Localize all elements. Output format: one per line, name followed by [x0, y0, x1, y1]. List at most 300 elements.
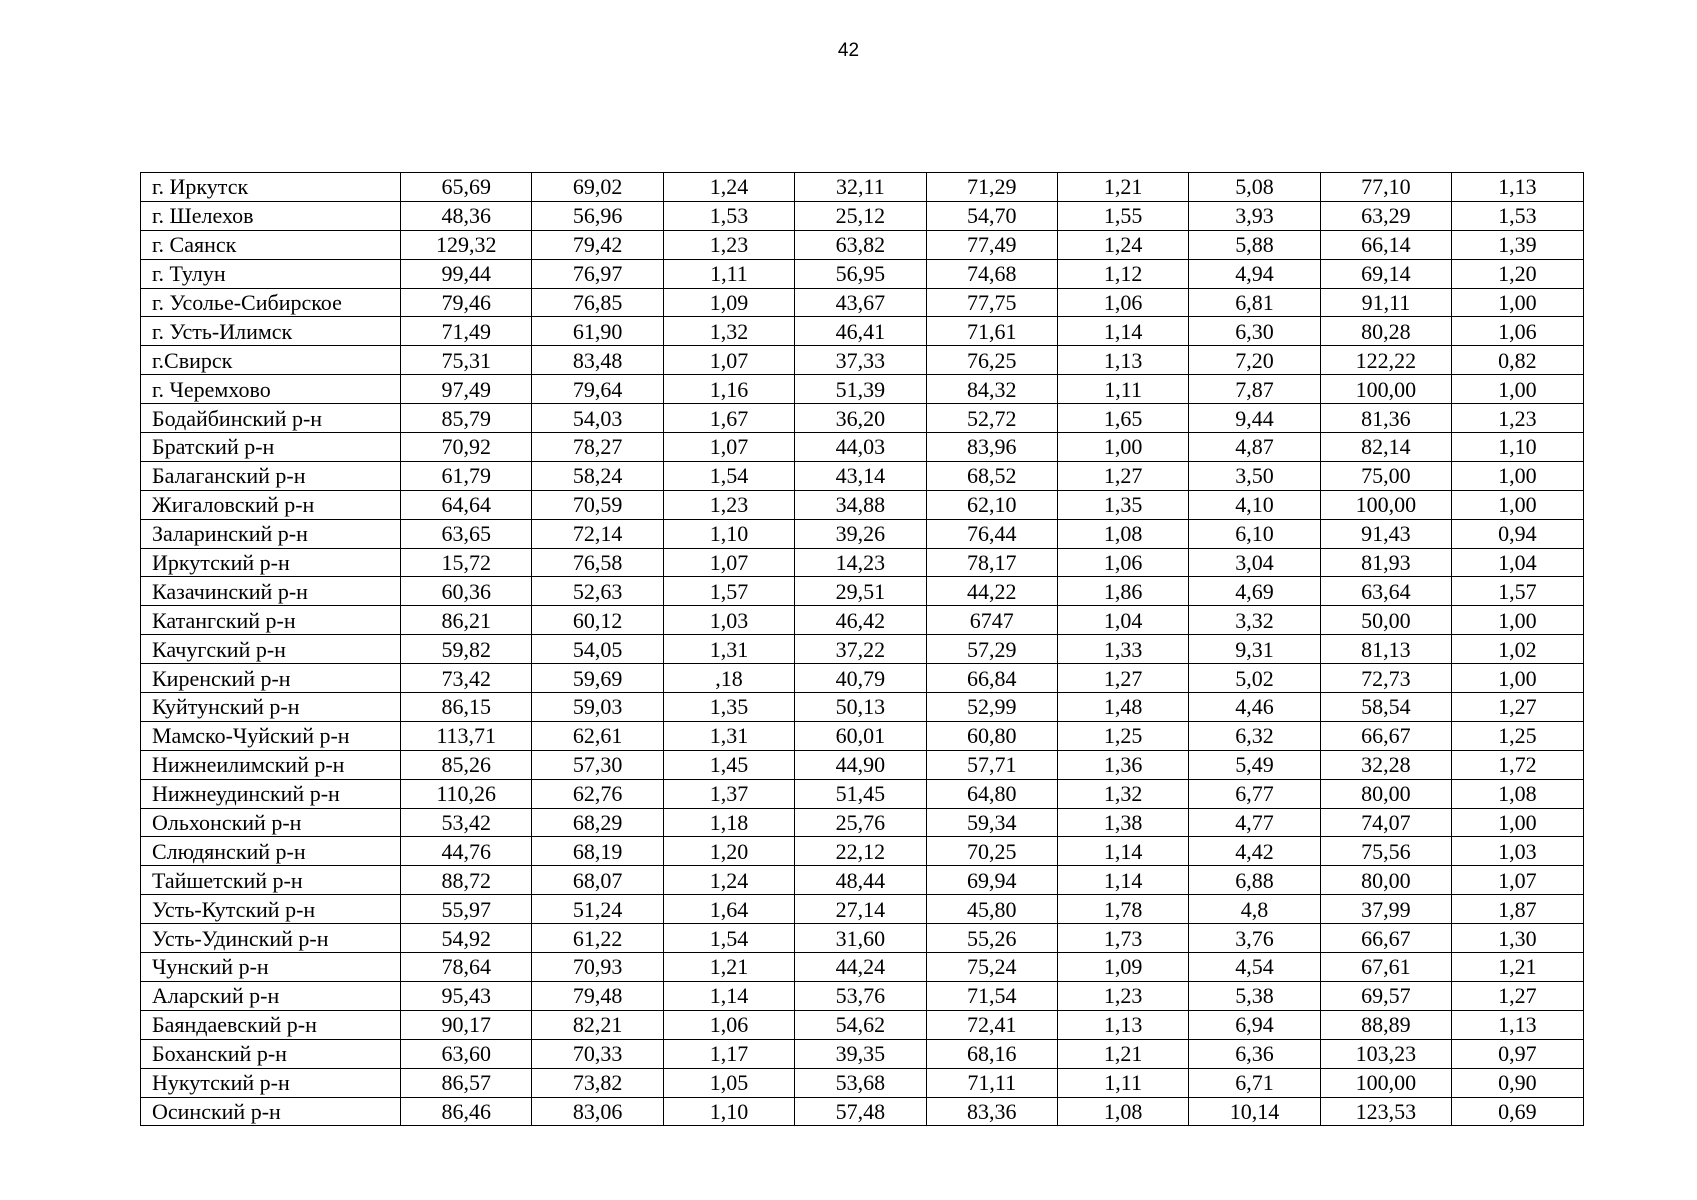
- value-cell: 1,23: [1057, 981, 1188, 1010]
- value-cell: 43,67: [795, 288, 926, 317]
- value-cell: 0,97: [1452, 1039, 1583, 1068]
- value-cell: 54,62: [795, 1010, 926, 1039]
- value-cell: 53,68: [795, 1068, 926, 1097]
- table-row: [141, 606, 1584, 635]
- value-cell: 99,44: [401, 259, 532, 288]
- value-cell: 1,13: [1452, 173, 1583, 202]
- value-cell: 5,49: [1189, 750, 1320, 779]
- value-cell: 1,27: [1057, 664, 1188, 693]
- value-cell: 1,27: [1452, 693, 1583, 722]
- value-cell: 1,14: [663, 981, 794, 1010]
- value-cell: 79,64: [532, 375, 663, 404]
- value-cell: 1,24: [663, 173, 794, 202]
- value-cell: 1,39: [1452, 230, 1583, 259]
- value-cell: 64,64: [401, 490, 532, 519]
- value-cell: 50,13: [795, 693, 926, 722]
- value-cell: 1,07: [663, 433, 794, 462]
- row-name-cell: Чунский р-н: [141, 953, 401, 982]
- value-cell: 1,57: [1452, 577, 1583, 606]
- value-cell: 1,37: [663, 779, 794, 808]
- value-cell: 68,16: [926, 1039, 1057, 1068]
- value-cell: 69,94: [926, 866, 1057, 895]
- value-cell: 60,12: [532, 606, 663, 635]
- value-cell: 1,04: [1057, 606, 1188, 635]
- row-name-cell: Усть-Кутский р-н: [141, 895, 401, 924]
- value-cell: 110,26: [401, 779, 532, 808]
- value-cell: 1,78: [1057, 895, 1188, 924]
- value-cell: 86,21: [401, 606, 532, 635]
- table-row: [141, 259, 1584, 288]
- row-name-cell: г.Свирск: [141, 346, 401, 375]
- value-cell: 1,24: [1057, 230, 1188, 259]
- value-cell: 4,46: [1189, 693, 1320, 722]
- value-cell: 4,42: [1189, 837, 1320, 866]
- page-number: 42: [837, 40, 860, 61]
- value-cell: 1,00: [1452, 808, 1583, 837]
- value-cell: 52,72: [926, 404, 1057, 433]
- value-cell: 1,53: [1452, 201, 1583, 230]
- value-cell: 79,46: [401, 288, 532, 317]
- table-row: [141, 953, 1584, 982]
- table-row: [141, 404, 1584, 433]
- value-cell: 63,64: [1320, 577, 1451, 606]
- value-cell: 0,90: [1452, 1068, 1583, 1097]
- value-cell: 7,87: [1189, 375, 1320, 404]
- row-name-cell: Мамско-Чуйский р-н: [141, 721, 401, 750]
- value-cell: 1,02: [1452, 635, 1583, 664]
- value-cell: 44,90: [795, 750, 926, 779]
- table-row: [141, 346, 1584, 375]
- value-cell: 61,90: [532, 317, 663, 346]
- value-cell: 6,77: [1189, 779, 1320, 808]
- value-cell: 1,27: [1057, 461, 1188, 490]
- row-name-cell: г. Саянск: [141, 230, 401, 259]
- value-cell: 1,14: [1057, 837, 1188, 866]
- table-row: [141, 635, 1584, 664]
- value-cell: 1,65: [1057, 404, 1188, 433]
- value-cell: 1,55: [1057, 201, 1188, 230]
- value-cell: 86,57: [401, 1068, 532, 1097]
- row-name-cell: Баяндаевский р-н: [141, 1010, 401, 1039]
- value-cell: 0,94: [1452, 519, 1583, 548]
- table-row: [141, 837, 1584, 866]
- value-cell: 1,45: [663, 750, 794, 779]
- value-cell: 70,59: [532, 490, 663, 519]
- value-cell: 1,13: [1057, 346, 1188, 375]
- value-cell: 6,94: [1189, 1010, 1320, 1039]
- value-cell: 51,24: [532, 895, 663, 924]
- value-cell: 1,72: [1452, 750, 1583, 779]
- value-cell: 83,06: [532, 1097, 663, 1126]
- value-cell: 1,06: [1057, 288, 1188, 317]
- value-cell: 69,57: [1320, 981, 1451, 1010]
- value-cell: 122,22: [1320, 346, 1451, 375]
- value-cell: 1,17: [663, 1039, 794, 1068]
- value-cell: 1,33: [1057, 635, 1188, 664]
- value-cell: 1,03: [1452, 837, 1583, 866]
- value-cell: 57,29: [926, 635, 1057, 664]
- value-cell: 80,00: [1320, 779, 1451, 808]
- value-cell: 27,14: [795, 895, 926, 924]
- value-cell: 43,14: [795, 461, 926, 490]
- value-cell: 46,41: [795, 317, 926, 346]
- value-cell: 1,11: [1057, 1068, 1188, 1097]
- value-cell: 53,42: [401, 808, 532, 837]
- value-cell: 1,11: [1057, 375, 1188, 404]
- table-row: [141, 1039, 1584, 1068]
- value-cell: 72,41: [926, 1010, 1057, 1039]
- row-name-cell: Катангский р-н: [141, 606, 401, 635]
- value-cell: 1,03: [663, 606, 794, 635]
- value-cell: 68,19: [532, 837, 663, 866]
- value-cell: 66,67: [1320, 721, 1451, 750]
- value-cell: 10,14: [1189, 1097, 1320, 1126]
- value-cell: 6747: [926, 606, 1057, 635]
- value-cell: 1,16: [663, 375, 794, 404]
- value-cell: 1,00: [1057, 433, 1188, 462]
- value-cell: 103,23: [1320, 1039, 1451, 1068]
- value-cell: 62,61: [532, 721, 663, 750]
- value-cell: 4,10: [1189, 490, 1320, 519]
- table-row: [141, 173, 1584, 202]
- value-cell: 6,10: [1189, 519, 1320, 548]
- value-cell: 6,32: [1189, 721, 1320, 750]
- value-cell: 1,24: [663, 866, 794, 895]
- value-cell: 1,10: [663, 1097, 794, 1126]
- value-cell: 1,36: [1057, 750, 1188, 779]
- value-cell: 52,63: [532, 577, 663, 606]
- row-name-cell: Осинский р-н: [141, 1097, 401, 1126]
- value-cell: 54,70: [926, 201, 1057, 230]
- value-cell: 9,44: [1189, 404, 1320, 433]
- value-cell: 83,36: [926, 1097, 1057, 1126]
- value-cell: 1,08: [1057, 519, 1188, 548]
- value-cell: 73,82: [532, 1068, 663, 1097]
- value-cell: 71,49: [401, 317, 532, 346]
- value-cell: 70,93: [532, 953, 663, 982]
- value-cell: 22,12: [795, 837, 926, 866]
- row-name-cell: Бодайбинский р-н: [141, 404, 401, 433]
- value-cell: 100,00: [1320, 1068, 1451, 1097]
- value-cell: 1,86: [1057, 577, 1188, 606]
- value-cell: 1,21: [1057, 1039, 1188, 1068]
- value-cell: 71,29: [926, 173, 1057, 202]
- value-cell: 91,43: [1320, 519, 1451, 548]
- value-cell: 0,82: [1452, 346, 1583, 375]
- value-cell: 81,13: [1320, 635, 1451, 664]
- value-cell: 63,82: [795, 230, 926, 259]
- value-cell: 1,32: [1057, 779, 1188, 808]
- value-cell: 75,56: [1320, 837, 1451, 866]
- value-cell: 61,22: [532, 924, 663, 953]
- value-cell: 58,24: [532, 461, 663, 490]
- value-cell: 68,52: [926, 461, 1057, 490]
- row-name-cell: Качугский р-н: [141, 635, 401, 664]
- value-cell: 74,07: [1320, 808, 1451, 837]
- value-cell: 4,87: [1189, 433, 1320, 462]
- value-cell: 48,44: [795, 866, 926, 895]
- value-cell: 91,11: [1320, 288, 1451, 317]
- value-cell: 61,79: [401, 461, 532, 490]
- row-name-cell: Балаганский р-н: [141, 461, 401, 490]
- value-cell: 0,69: [1452, 1097, 1583, 1126]
- row-name-cell: Ольхонский р-н: [141, 808, 401, 837]
- row-name-cell: Боханский р-н: [141, 1039, 401, 1068]
- value-cell: 1,21: [1452, 953, 1583, 982]
- value-cell: 1,48: [1057, 693, 1188, 722]
- value-cell: 1,00: [1452, 375, 1583, 404]
- value-cell: 39,35: [795, 1039, 926, 1068]
- value-cell: 88,89: [1320, 1010, 1451, 1039]
- value-cell: 83,48: [532, 346, 663, 375]
- value-cell: 74,68: [926, 259, 1057, 288]
- value-cell: 56,96: [532, 201, 663, 230]
- table-row: [141, 577, 1584, 606]
- value-cell: 60,01: [795, 721, 926, 750]
- value-cell: 75,00: [1320, 461, 1451, 490]
- value-cell: 55,26: [926, 924, 1057, 953]
- value-cell: 123,53: [1320, 1097, 1451, 1126]
- value-cell: 79,42: [532, 230, 663, 259]
- value-cell: 1,54: [663, 461, 794, 490]
- table-row: [141, 548, 1584, 577]
- table-row: [141, 433, 1584, 462]
- value-cell: 54,03: [532, 404, 663, 433]
- value-cell: 3,50: [1189, 461, 1320, 490]
- value-cell: 60,80: [926, 721, 1057, 750]
- value-cell: 1,14: [1057, 317, 1188, 346]
- value-cell: 72,14: [532, 519, 663, 548]
- value-cell: 55,97: [401, 895, 532, 924]
- value-cell: 1,00: [1452, 288, 1583, 317]
- value-cell: 1,11: [663, 259, 794, 288]
- value-cell: 25,76: [795, 808, 926, 837]
- value-cell: 50,00: [1320, 606, 1451, 635]
- row-name-cell: Казачинский р-н: [141, 577, 401, 606]
- row-name-cell: Иркутский р-н: [141, 548, 401, 577]
- row-name-cell: г. Усть-Илимск: [141, 317, 401, 346]
- value-cell: 9,31: [1189, 635, 1320, 664]
- value-cell: 1,53: [663, 201, 794, 230]
- row-name-cell: г. Усолье-Сибирское: [141, 288, 401, 317]
- value-cell: 54,05: [532, 635, 663, 664]
- value-cell: 1,25: [1452, 721, 1583, 750]
- table-row: [141, 924, 1584, 953]
- value-cell: 59,34: [926, 808, 1057, 837]
- value-cell: 48,36: [401, 201, 532, 230]
- value-cell: 1,57: [663, 577, 794, 606]
- table-row: [141, 866, 1584, 895]
- table-row: [141, 664, 1584, 693]
- row-name-cell: г. Шелехов: [141, 201, 401, 230]
- table-row: [141, 895, 1584, 924]
- value-cell: 1,32: [663, 317, 794, 346]
- value-cell: 44,22: [926, 577, 1057, 606]
- value-cell: 82,14: [1320, 433, 1451, 462]
- value-cell: 32,11: [795, 173, 926, 202]
- value-cell: 59,03: [532, 693, 663, 722]
- value-cell: 52,99: [926, 693, 1057, 722]
- value-cell: 70,92: [401, 433, 532, 462]
- value-cell: 73,42: [401, 664, 532, 693]
- value-cell: 4,69: [1189, 577, 1320, 606]
- value-cell: 69,14: [1320, 259, 1451, 288]
- value-cell: 6,81: [1189, 288, 1320, 317]
- row-name-cell: Куйтунский р-н: [141, 693, 401, 722]
- table-row: [141, 461, 1584, 490]
- value-cell: 88,72: [401, 866, 532, 895]
- value-cell: 1,67: [663, 404, 794, 433]
- value-cell: 79,48: [532, 981, 663, 1010]
- row-name-cell: Слюдянский р-н: [141, 837, 401, 866]
- row-name-cell: Братский р-н: [141, 433, 401, 462]
- table-row: [141, 808, 1584, 837]
- value-cell: 1,07: [663, 346, 794, 375]
- value-cell: 37,99: [1320, 895, 1451, 924]
- value-cell: 72,73: [1320, 664, 1451, 693]
- value-cell: 100,00: [1320, 375, 1451, 404]
- value-cell: 6,30: [1189, 317, 1320, 346]
- value-cell: 1,07: [663, 548, 794, 577]
- value-cell: 5,02: [1189, 664, 1320, 693]
- value-cell: 78,27: [532, 433, 663, 462]
- value-cell: 1,38: [1057, 808, 1188, 837]
- value-cell: 1,35: [1057, 490, 1188, 519]
- value-cell: 44,76: [401, 837, 532, 866]
- table-row: [141, 1068, 1584, 1097]
- value-cell: 34,88: [795, 490, 926, 519]
- table-row: [141, 375, 1584, 404]
- value-cell: 76,44: [926, 519, 1057, 548]
- value-cell: 1,06: [663, 1010, 794, 1039]
- value-cell: 129,32: [401, 230, 532, 259]
- value-cell: 46,42: [795, 606, 926, 635]
- value-cell: 5,88: [1189, 230, 1320, 259]
- value-cell: 7,20: [1189, 346, 1320, 375]
- value-cell: 6,36: [1189, 1039, 1320, 1068]
- row-name-cell: Киренский р-н: [141, 664, 401, 693]
- value-cell: 63,60: [401, 1039, 532, 1068]
- value-cell: 3,32: [1189, 606, 1320, 635]
- value-cell: 68,29: [532, 808, 663, 837]
- value-cell: 1,00: [1452, 490, 1583, 519]
- value-cell: 1,06: [1452, 317, 1583, 346]
- value-cell: 66,14: [1320, 230, 1451, 259]
- value-cell: 1,09: [663, 288, 794, 317]
- value-cell: 5,38: [1189, 981, 1320, 1010]
- table-body: [141, 173, 1584, 1126]
- value-cell: 1,54: [663, 924, 794, 953]
- value-cell: 65,69: [401, 173, 532, 202]
- value-cell: 84,32: [926, 375, 1057, 404]
- value-cell: 95,43: [401, 981, 532, 1010]
- row-name-cell: г. Черемхово: [141, 375, 401, 404]
- value-cell: 3,04: [1189, 548, 1320, 577]
- value-cell: 1,14: [1057, 866, 1188, 895]
- value-cell: 77,75: [926, 288, 1057, 317]
- value-cell: 4,77: [1189, 808, 1320, 837]
- value-cell: 1,64: [663, 895, 794, 924]
- value-cell: 68,07: [532, 866, 663, 895]
- value-cell: 4,94: [1189, 259, 1320, 288]
- value-cell: 71,11: [926, 1068, 1057, 1097]
- value-cell: 53,76: [795, 981, 926, 1010]
- value-cell: 1,35: [663, 693, 794, 722]
- value-cell: 45,80: [926, 895, 1057, 924]
- table-row: [141, 750, 1584, 779]
- value-cell: 62,10: [926, 490, 1057, 519]
- value-cell: 1,04: [1452, 548, 1583, 577]
- value-cell: 85,26: [401, 750, 532, 779]
- value-cell: 76,85: [532, 288, 663, 317]
- value-cell: 1,08: [1057, 1097, 1188, 1126]
- value-cell: 1,25: [1057, 721, 1188, 750]
- value-cell: 1,13: [1057, 1010, 1188, 1039]
- value-cell: 82,21: [532, 1010, 663, 1039]
- value-cell: 1,00: [1452, 461, 1583, 490]
- value-cell: 32,28: [1320, 750, 1451, 779]
- value-cell: 67,61: [1320, 953, 1451, 982]
- value-cell: 1,27: [1452, 981, 1583, 1010]
- table-row: [141, 230, 1584, 259]
- value-cell: 1,73: [1057, 924, 1188, 953]
- table-row: [141, 201, 1584, 230]
- value-cell: 14,23: [795, 548, 926, 577]
- value-cell: 1,08: [1452, 779, 1583, 808]
- value-cell: 59,82: [401, 635, 532, 664]
- table-row: [141, 1010, 1584, 1039]
- value-cell: 40,79: [795, 664, 926, 693]
- value-cell: 58,54: [1320, 693, 1451, 722]
- value-cell: 1,10: [1452, 433, 1583, 462]
- value-cell: 59,69: [532, 664, 663, 693]
- value-cell: 60,36: [401, 577, 532, 606]
- value-cell: 37,22: [795, 635, 926, 664]
- value-cell: 1,21: [1057, 173, 1188, 202]
- value-cell: 81,93: [1320, 548, 1451, 577]
- row-name-cell: г. Иркутск: [141, 173, 401, 202]
- value-cell: 75,24: [926, 953, 1057, 982]
- value-cell: 44,03: [795, 433, 926, 462]
- value-cell: 1,13: [1452, 1010, 1583, 1039]
- value-cell: 39,26: [795, 519, 926, 548]
- value-cell: 3,76: [1189, 924, 1320, 953]
- value-cell: 1,30: [1452, 924, 1583, 953]
- value-cell: 86,15: [401, 693, 532, 722]
- value-cell: 1,18: [663, 808, 794, 837]
- value-cell: 37,33: [795, 346, 926, 375]
- value-cell: 57,71: [926, 750, 1057, 779]
- value-cell: 54,92: [401, 924, 532, 953]
- value-cell: 76,97: [532, 259, 663, 288]
- row-name-cell: Нукутский р-н: [141, 1068, 401, 1097]
- value-cell: 1,20: [663, 837, 794, 866]
- value-cell: 1,20: [1452, 259, 1583, 288]
- table-row: [141, 721, 1584, 750]
- value-cell: 78,17: [926, 548, 1057, 577]
- row-name-cell: Заларинский р-н: [141, 519, 401, 548]
- value-cell: 1,05: [663, 1068, 794, 1097]
- value-cell: 31,60: [795, 924, 926, 953]
- value-cell: 70,25: [926, 837, 1057, 866]
- data-table: [140, 172, 1584, 1126]
- value-cell: 1,87: [1452, 895, 1583, 924]
- row-name-cell: Аларский р-н: [141, 981, 401, 1010]
- value-cell: 85,79: [401, 404, 532, 433]
- value-cell: 4,54: [1189, 953, 1320, 982]
- value-cell: 70,33: [532, 1039, 663, 1068]
- value-cell: 71,61: [926, 317, 1057, 346]
